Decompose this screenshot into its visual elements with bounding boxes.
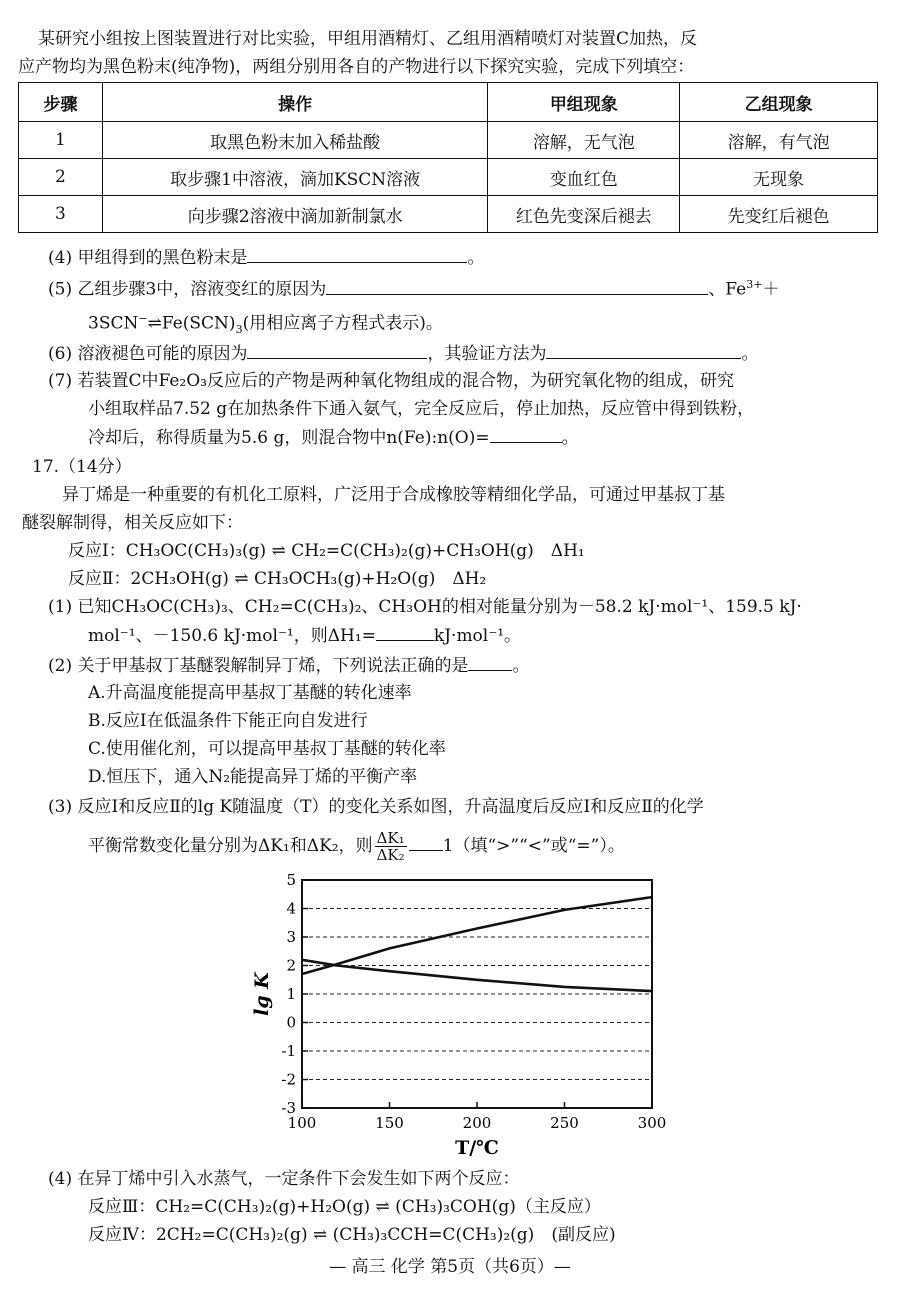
table-cell: 1 [19,122,103,159]
x-tick-label: 100 [287,1114,317,1132]
subscript: 3 [235,323,243,337]
option-c: C.使用催化剂，可以提高甲基叔丁基醚的转化率 [88,739,446,759]
table-cell: 取黑色粉末加入稀盐酸 [102,122,488,159]
x-axis-label: T/℃ [455,1137,499,1159]
question-7-line-1: (7) 若装置C中Fe₂O₃反应后的产物是两种氧化物组成的混合物，为研究氧化物的组成，研究 [48,371,734,391]
punct: 。 [561,428,579,448]
part-2-text: (2) 关于甲基叔丁基醚裂解制异丁烯，下列说法正确的是 [48,656,469,676]
y-tick-label: 1 [286,985,296,1003]
answer-blank[interactable] [546,340,741,359]
table-header-row [19,83,878,122]
question-6 [48,340,758,367]
answer-blank[interactable] [326,276,708,295]
q17-intro-line-1: 异丁烯是一种重要的有机化工原料，广泛用于合成橡胶等精细化学品，可通过甲基叔丁基 [62,485,725,505]
question-5-note: (用相应离子方程式表示)。 [242,313,443,334]
reaction-3: 反应Ⅲ：CH₂=C(CH₃)₂(g)+H₂O(g) ⇌ (CH₃)₃COH(g)（主反应） [88,1197,601,1217]
question-5-text: (5) 乙组步骤3中，溶液变红的原因为 [48,279,327,300]
question-5-equation [88,306,443,343]
answer-blank[interactable] [409,832,443,851]
answer-blank[interactable] [247,340,427,359]
y-tick-label: 5 [286,871,296,889]
y-axis-label: lg K [251,972,273,1016]
fraction-denominator: ΔK₂ [376,846,405,864]
series-line-2 [302,960,652,991]
y-tick-label: -3 [281,1099,296,1117]
table-row [19,159,878,196]
reaction-4: 反应Ⅳ：2CH₂=C(CH₃)₂(g) ⇌ (CH₃)₃CCH=C(CH₃)₂(g) (副反应) [88,1225,616,1245]
y-tick-label: 4 [286,899,296,918]
y-tick-label: 0 [286,1013,296,1032]
table-row [19,196,878,233]
unit-text: kJ·mol⁻¹。 [433,626,522,646]
punct: 。 [741,344,759,364]
question-6-text: (6) 溶液褪色可能的原因为 [48,344,248,364]
table-header: 甲组现象 [488,83,680,122]
x-tick-label: 200 [462,1114,492,1132]
table-cell: 取步骤1中溶液，滴加KSCN溶液 [102,159,488,196]
answer-blank[interactable] [376,622,434,641]
experiment-table [18,82,878,233]
question-7-text: 冷却后，称得质量为5.6 g，则混合物中n(Fe):n(O)= [88,428,490,448]
q17-intro-line-2: 醚裂解制得，相关反应如下： [22,513,243,533]
question-4 [48,244,484,271]
table-cell: 2 [19,159,103,196]
punct: 。 [467,248,485,268]
table-header: 步骤 [19,83,103,122]
intro-line-1: 某研究小组按上图装置进行对比实验，甲组用酒精灯、乙组用酒精喷灯对装置C加热，反 [38,29,698,49]
table-cell: 先变红后褪色 [680,196,878,233]
reaction-1: 反应Ⅰ：CH₃OC(CH₃)₃(g) ⇌ CH₂=C(CH₃)₂(g)+CH₃OH(g) ΔH₁ [68,541,585,561]
question-5 [48,272,779,303]
part-1-text: mol⁻¹、－150.6 kJ·mol⁻¹，则ΔH₁= [88,626,376,646]
option-b: B.反应Ⅰ在低温条件下能正向自发进行 [88,711,368,731]
answer-blank[interactable] [247,244,467,263]
table-cell: 溶解，无气泡 [488,122,680,159]
part-3-line-2 [88,826,625,866]
question-4-text: (4) 甲组得到的黑色粉末是 [48,248,248,268]
question-7-line-2: 小组取样品7.52 g在加热条件下通入氨气，完全反应后，停止加热，反应管中得到铁粉， [88,399,755,419]
ion-charge: 3+ [746,278,763,291]
y-tick-label: -2 [281,1070,296,1089]
ion-charge: − [138,312,148,325]
fraction-numerator: ΔK₁ [376,829,405,847]
part-1-line-2 [88,622,521,649]
part-4: (4) 在异丁烯中引入水蒸气，一定条件下会发生如下两个反应： [48,1169,520,1189]
question-7-line-3 [88,424,579,451]
y-tick-label: 2 [286,956,296,975]
answer-blank[interactable] [490,424,562,443]
x-tick-label: 300 [637,1114,667,1132]
table-cell: 向步骤2溶液中滴加新制氯水 [102,196,488,233]
plus-sign: ＋ [762,279,780,300]
table-header: 操作 [102,83,488,122]
y-tick-label: -1 [281,1042,296,1060]
option-a: A.升高温度能提高甲基叔丁基醚的转化速率 [88,683,412,703]
reaction-2: 反应Ⅱ：2CH₃OH(g) ⇌ CH₃OCH₃(g)+H₂O(g) ΔH₂ [68,569,487,589]
x-tick-label: 150 [375,1114,404,1132]
part-3-hint: 1（填“>”“<”或“=”）。 [442,836,625,856]
equilibrium-arrow-icon: ⇌ [147,313,162,334]
x-tick-label: 250 [550,1114,579,1132]
punct: 。 [512,656,530,676]
ion-text: 3SCN [88,313,139,334]
table-header: 乙组现象 [680,83,878,122]
page-footer: — 高三 化学 第5页（共6页）— [329,1257,571,1277]
table-cell: 红色先变深后褪去 [488,196,680,233]
part-3-text: 平衡常数变化量分别为ΔK₁和ΔK₂，则 [88,836,373,856]
part-3-line-1: (3) 反应Ⅰ和反应Ⅱ的lg K随温度（T）的变化关系如图，升高温度后反应Ⅰ和反应Ⅱ的化学 [48,797,704,817]
ion-text: 、Fe [708,279,747,300]
lgk-temperature-chart [240,868,667,1160]
fraction [375,830,407,863]
table-cell: 变血红色 [488,159,680,196]
product-text: Fe(SCN) [161,313,236,334]
part-2 [48,652,529,679]
table-cell: 溶解，有气泡 [680,122,878,159]
intro-line-2: 应产物均为黑色粉末(纯净物)，两组分别用各自的产物进行以下探究实验，完成下列填空： [18,57,695,77]
y-tick-label: 3 [286,928,296,946]
table-cell: 无现象 [680,159,878,196]
option-d: D.恒压下，通入N₂能提高异丁烯的平衡产率 [88,767,418,787]
table-cell: 3 [19,196,103,233]
answer-blank[interactable] [468,652,512,671]
question-6-text-2: ，其验证方法为 [427,344,547,364]
question-17-title: 17.（14分） [32,457,132,477]
table-row [19,122,878,159]
part-1-line-1: (1) 已知CH₃OC(CH₃)₃、CH₂=C(CH₃)₂、CH₃OH的相对能量分别为－58.2 kJ·mol⁻¹、159.5 kJ· [48,597,802,617]
